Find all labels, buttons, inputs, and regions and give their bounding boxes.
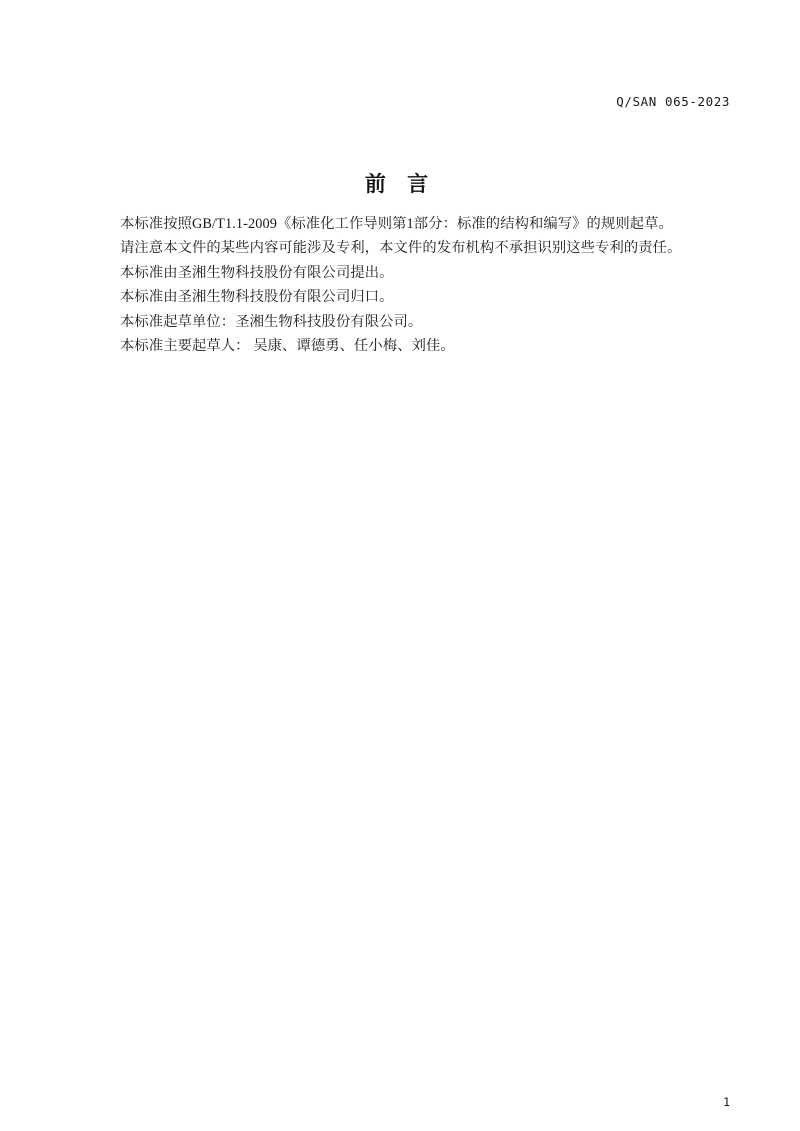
foreword-body bbox=[120, 212, 730, 358]
paragraph: 请注意本文件的某些内容可能涉及专利，本文件的发布机构不承担识别这些专利的责任。 bbox=[120, 240, 682, 257]
page-title: 前 言 bbox=[364, 172, 436, 196]
paragraph: 本标准起草单位：圣湘生物科技股份有限公司。 bbox=[120, 313, 423, 330]
page-number: 1 bbox=[723, 1095, 730, 1109]
paragraph: 本标准由圣湘生物科技股份有限公司提出。 bbox=[120, 264, 394, 281]
paragraph: 本标准由圣湘生物科技股份有限公司归口。 bbox=[120, 289, 394, 306]
standard-code-header: Q/SAN 065-2023 bbox=[616, 94, 730, 109]
paragraph: 本标准主要起草人： 吴康、谭德勇、任小梅、刘佳。 bbox=[120, 338, 455, 355]
paragraph: 本标准按照GB/T1.1-2009《标准化工作导则第1部分：标准的结构和编写》的规则起草。 bbox=[120, 216, 673, 232]
